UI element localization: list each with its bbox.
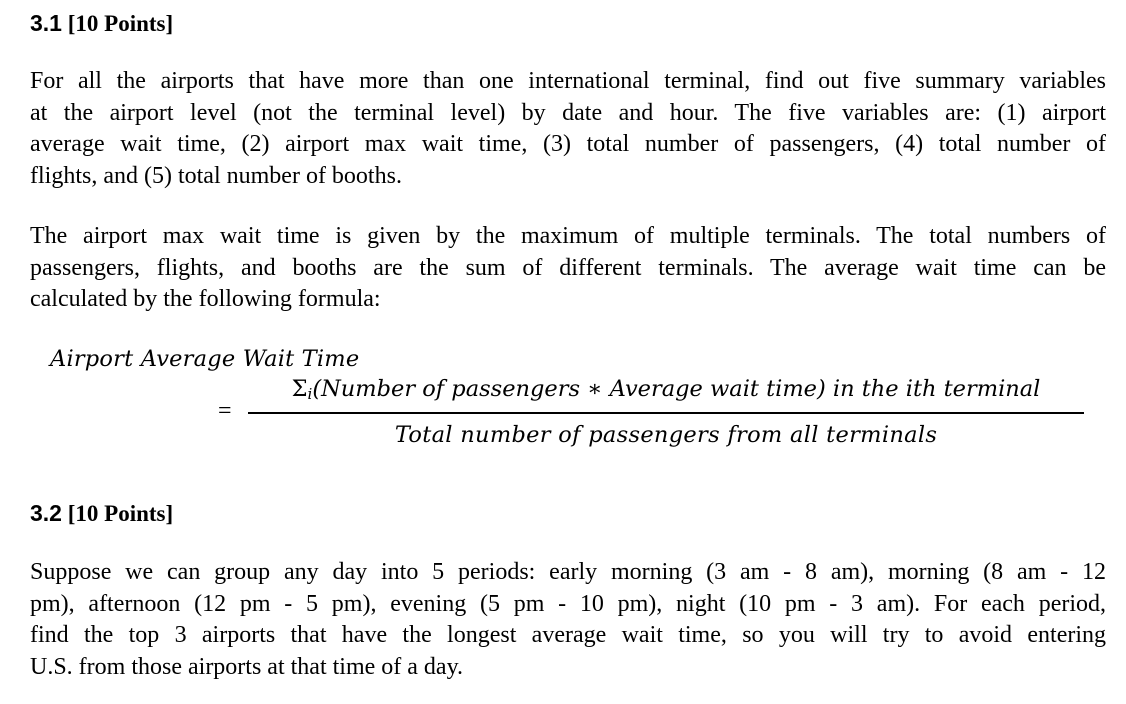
section-3-1-points: [10 Points] <box>67 11 174 36</box>
paragraph-line: For all the airports that have more than one international terminal, find out five summary variables <box>30 68 1106 94</box>
formula-lhs: Airport Average Wait Time <box>50 346 360 372</box>
paragraph-line: passengers, flights, and booths are the sum of different terminals. The average wait time can be <box>30 254 1106 281</box>
formula-fraction <box>248 374 1084 450</box>
section-3-1-paragraph-1 <box>30 66 1106 192</box>
paragraph-line: at the airport level (not the terminal level) by date and hour. The five variables are: (1) airport <box>30 99 1106 126</box>
section-3-2-heading <box>30 499 173 528</box>
paragraph-line: flights, and (5) total number of booths. <box>30 162 402 189</box>
section-3-2-points: [10 Points] <box>67 501 174 526</box>
paragraph-line: average wait time, (2) airport max wait time, (3) total number of passengers, (4) total number of <box>30 131 1106 157</box>
paragraph-line: calculated by the following formula: <box>30 286 381 312</box>
formula-equals-sign: = <box>218 398 232 424</box>
section-3-1-number: 3.1 <box>30 10 62 36</box>
fraction-bar <box>248 412 1084 414</box>
paragraph-line: pm), afternoon (12 pm - 5 pm), evening (5 pm - 10 pm), night (10 pm - 3 am). For each period, <box>30 590 1106 617</box>
summation-symbol: Σ <box>291 376 308 402</box>
section-3-2-number: 3.2 <box>30 500 62 526</box>
summation-index: i <box>307 385 313 403</box>
paragraph-line: Suppose we can group any day into 5 periods: early morning (3 am - 8 am), morning (8 am - 12 <box>30 559 1106 585</box>
paragraph-line: The airport max wait time is given by the maximum of multiple terminals. The total numbers of <box>30 223 1106 249</box>
formula-denominator: Total number of passengers from all terminals <box>394 421 938 448</box>
formula-numerator <box>248 374 1084 409</box>
formula-numerator-text: (Number of passengers ∗ Average wait time) in the ith terminal <box>312 376 1041 402</box>
section-3-1-paragraph-2 <box>30 221 1106 316</box>
paragraph-line: find the top 3 airports that have the longest average wait time, so you will try to avoid entering <box>30 622 1106 648</box>
paragraph-line: U.S. from those airports at that time of a day. <box>30 653 464 680</box>
section-3-1-heading <box>30 9 173 38</box>
section-3-2-paragraph <box>30 557 1106 683</box>
